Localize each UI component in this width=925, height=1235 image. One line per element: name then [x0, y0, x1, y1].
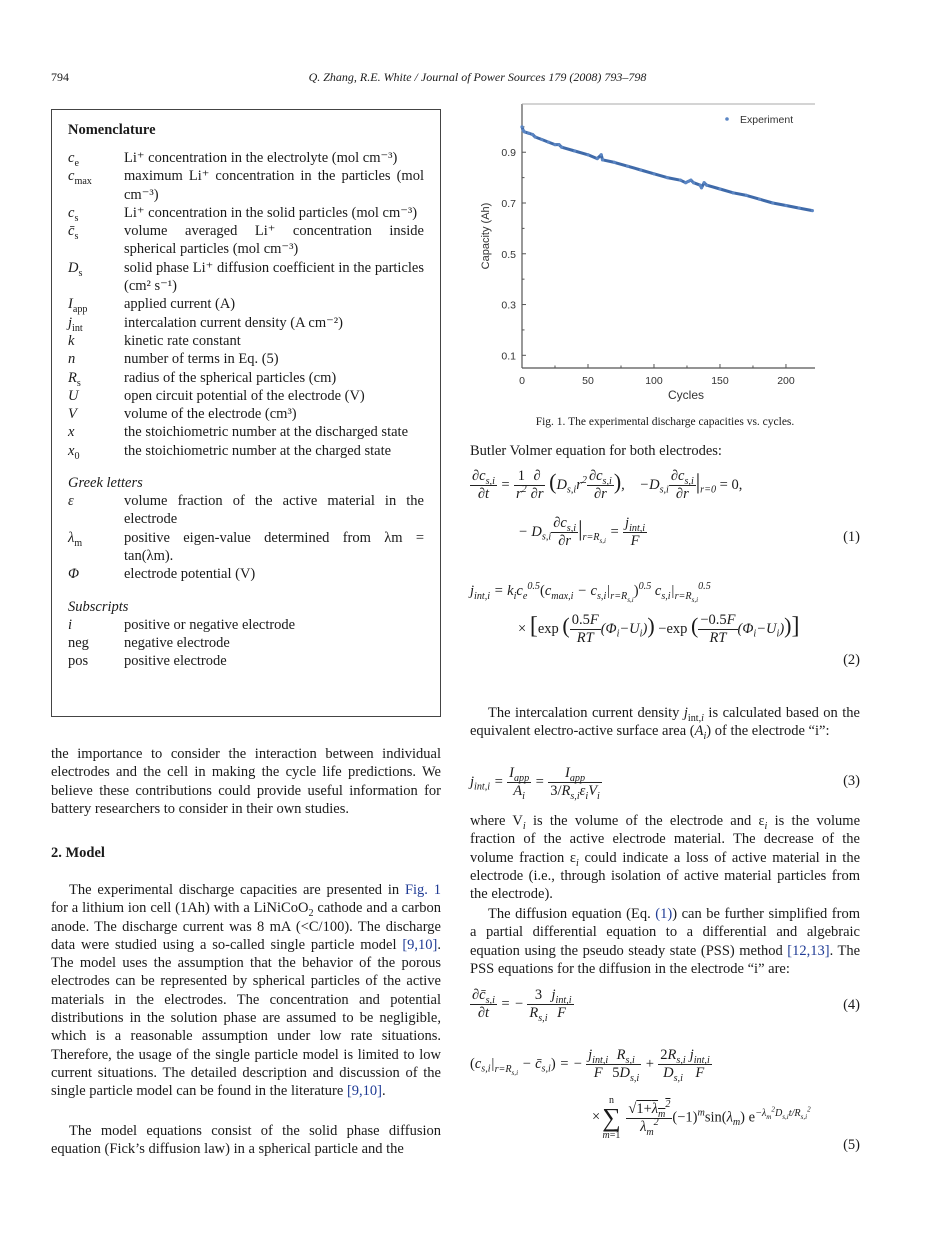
symbol: $c_s$ [68, 204, 79, 224]
data-point [586, 153, 589, 156]
symbol: $\lambda_m$ [68, 529, 83, 549]
definition: electrode potential (V) [124, 566, 256, 583]
data-point [700, 186, 703, 189]
data-point [596, 157, 599, 160]
data-point [758, 198, 761, 201]
nomenclature-entry [68, 222, 424, 259]
text: ) can be further simplified from a partial differential equation to a differential and algebraic equation using the pseudo steady state (PSS) method [470, 906, 860, 959]
where-paragraph: where $V_i$ is the volume of the electrode and $\varepsilon_i$ is the volume fraction of the active electrode material. The decrease of the volume fraction $\varepsilon_i$ could indicate a loss of active material in the electrode (i.e., through isolation of active material particles from the electrode). [470, 813, 860, 903]
nomenclature-entry [68, 616, 424, 634]
equation-1-number: (1) [843, 529, 860, 545]
equation-1a: $\frac{\partial c_{s,i}}{\partial t}$ = $\frac{1}{r^2}$ $\frac{\partial}{\partial r}$ ($D_{s,i}r^2$ $\frac{\partial c_{s,i}}{\partial r}$ ), $-D_{s,i}$ $\frac{\partial c_{s,i}}{\partial r}$ $|_{r=0} = 0$, [472, 468, 743, 502]
nomenclature-box [51, 109, 441, 717]
definition: the stoichiometric number at the discharged state [124, 424, 409, 441]
equation-5b: × n ∑ m=1 $\frac{√1+\lambda_m^2}{\lambda_m^2}$ $(-1)^m\sin(\lambda_m)$ $e^{-\lambda_m^2D_{s,i}t/R_{s,i}^2}$ (5) [592, 1095, 860, 1153]
model-paragraph-2: The model equations consist of the solid phase diffusion equation (Fick’s diffusion law) in a spherical particle and the [51, 1123, 441, 1158]
nomenclature-entry [68, 565, 424, 583]
text: . The model uses the assumption that the behavior of the porous electrodes can be represented by spherical particles of the active materials in the electrodes. The concentration and potential distributions in the solution phase are assumed to be negligible, which is a reasonable assumption under low rate situations. Therefore, the usage of the single particle model is limited to low current situations. The detailed description and discussion of the single particle model can be found in the literature [51, 936, 441, 1100]
definition: positive eigen-value determined from λm = tan(λm). [124, 529, 424, 564]
nomenclature-entry [68, 167, 424, 204]
definition: open circuit potential of the electrode (V) [124, 387, 365, 404]
nomenclature-title: Nomenclature [68, 122, 156, 138]
x-tick-label: 200 [777, 375, 795, 387]
nomenclature-entry [68, 634, 424, 652]
data-point [531, 133, 534, 136]
diffusion-paragraph [470, 905, 860, 978]
section-title-model: 2. Model [51, 845, 105, 861]
definition: Li⁺ concentration in the electrolyte (mol cm⁻³) [124, 150, 398, 166]
data-point [732, 191, 735, 194]
nomenclature-entry [68, 387, 424, 405]
definition: volume fraction of the active material in the electrode [124, 493, 424, 528]
definition: Li⁺ concentration in the solid particles (mol cm⁻³) [124, 204, 418, 221]
data-point [703, 181, 706, 184]
data-point [692, 181, 695, 184]
nomenclature-list [68, 149, 424, 460]
nomenclature-entry [68, 442, 424, 460]
text: cathode and a carbon anode. The discharge current was 8 mA (<C/100). The discharge data were studied using a so-called single particle model [51, 900, 441, 953]
text: The experimental discharge capacities are presented in [69, 882, 405, 898]
y-tick-label: 0.1 [501, 350, 516, 363]
y-tick-label: 0.5 [501, 248, 516, 261]
nomenclature-entry [68, 332, 424, 350]
data-point [666, 176, 669, 179]
data-point [534, 135, 537, 138]
definition: kinetic rate constant [124, 332, 241, 349]
data-point [547, 140, 550, 143]
symbol: $I_{app}$ [68, 296, 88, 316]
text: could indicate a loss of active material in the electrode (i.e., through isolation of active material particles from the electrode). [470, 849, 860, 903]
data-point [771, 201, 774, 204]
text: ) of the electrode “i”: [706, 723, 830, 740]
symbol: x [68, 424, 75, 441]
data-point [523, 130, 526, 133]
nomenclature-entry [68, 350, 424, 368]
definition: radius of the spherical particles (cm) [124, 369, 337, 386]
data-point [639, 168, 642, 171]
butler-volmer-intro: Butler Volmer equation for both electrodes: [470, 443, 722, 459]
greek-letters-title: Greek letters [68, 475, 143, 492]
data-point [527, 132, 530, 135]
x-axis-label: Cycles [667, 388, 705, 402]
data-point [601, 158, 604, 161]
nomenclature-entry [68, 204, 424, 222]
equation-3-number: (3) [843, 773, 860, 789]
data-point [679, 179, 682, 182]
symbol: $c_e$ [68, 150, 79, 169]
text: where V [470, 813, 523, 829]
definition: applied current (A) [124, 296, 236, 313]
definition: solid phase Li⁺ diffusion coefficient in the particles (cm² s⁻¹) [124, 259, 424, 295]
nomenclature-entry [68, 259, 424, 296]
intro-paragraph-tail: the importance to consider the interaction between individual electrodes and the cell in making the cycle life predictions. We believe these contributions could provide useful information for battery researchers to consider in their own studies. [51, 746, 441, 817]
data-point [520, 125, 523, 128]
symbol: neg [68, 634, 89, 651]
ref-9-10-link-2[interactable]: [9,10] [346, 1083, 382, 1100]
data-point [811, 209, 814, 212]
data-point [705, 184, 708, 187]
symbol: k [68, 332, 75, 349]
x-tick-label: 0 [519, 375, 525, 387]
symbol: pos [68, 653, 89, 670]
definition: intercalation current density (A cm⁻²) [124, 314, 343, 331]
text: The diffusion equation (Eq. [488, 906, 656, 922]
equation-4: $\frac{\partial c̄_{s,i}}{\partial t}$ = − $\frac{3}{R_{s,i}}$ $\frac{j_{int,i}}{F}$ (4) [472, 987, 860, 1024]
subscript: 2 [308, 908, 314, 920]
symbol: $D_s$ [68, 259, 83, 279]
y-axis-label: Capacity (Ah) [480, 202, 492, 270]
symbol: $R_s$ [68, 369, 81, 389]
definition: volume of the electrode (cm³) [124, 406, 297, 423]
definition: maximum Li⁺ concentration in the particles (mol cm⁻³) [124, 168, 424, 203]
running-title: Q. Zhang, R.E. White / Journal of Power Sources 179 (2008) 793–798 [308, 70, 647, 84]
page-number: 794 [51, 70, 69, 84]
legend-label: Experiment [740, 114, 794, 126]
symbol: U [68, 387, 79, 404]
equation-4-number: (4) [843, 997, 860, 1013]
ref-9-10-link[interactable]: [9,10] [402, 936, 438, 953]
text: is calculated based on the equivalent electro-active surface area ( [470, 705, 860, 740]
ref-12-13-link[interactable]: [12,13] [787, 942, 830, 959]
subscripts-title: Subscripts [68, 598, 129, 615]
model-paragraph-1 [51, 881, 441, 1101]
intercalation-paragraph: The intercalation current density $j_{int,i}$ is calculated based on the equivalent electro-active surface area $(A_i)$ of the electrode “i”: [470, 705, 860, 743]
data-point [557, 143, 560, 146]
data-point [784, 204, 787, 207]
data-point [553, 143, 556, 146]
data-point [560, 146, 563, 149]
nomenclature-entry [68, 295, 424, 316]
text: is the volume fraction of the active electrode material. The decrease of the volume fraction ε [470, 813, 860, 866]
nomenclature-entry [68, 652, 424, 670]
definition: positive electrode [124, 653, 227, 670]
data-point [652, 172, 655, 175]
data-point [689, 179, 692, 182]
symbol: $j_{int}$ [68, 314, 83, 334]
y-tick-label: 0.3 [501, 299, 516, 312]
figure-caption: Fig. 1. The experimental discharge capacities vs. cycles. [535, 416, 795, 428]
symbol: n [68, 351, 76, 368]
nomenclature-entry [68, 529, 424, 566]
definition: positive or negative electrode [124, 616, 296, 633]
legend-marker [725, 117, 729, 121]
symbol: i [68, 616, 73, 633]
nomenclature-entry [68, 369, 424, 387]
nomenclature-entry [68, 405, 424, 423]
data-point [626, 165, 629, 168]
eq1-link[interactable]: (1) [655, 906, 673, 922]
nomenclature-entry [68, 423, 424, 441]
definition: negative electrode [124, 634, 230, 651]
data-point [798, 206, 801, 209]
y-tick-label: 0.7 [501, 198, 516, 210]
nomenclature-entry [68, 314, 424, 332]
text: . The PSS equations for the diffusion in the electrode “i” are: [470, 942, 861, 977]
symbol: Φ [68, 566, 80, 583]
fig1-link[interactable]: Fig. 1 [404, 882, 442, 898]
nomenclature-entry [68, 149, 424, 167]
nomenclature-entry [68, 492, 424, 529]
text: The intercalation current density [488, 705, 684, 721]
symbol: ε [68, 493, 74, 510]
x-tick-label: 50 [582, 375, 594, 387]
greek-letters-list [68, 492, 424, 583]
symbol: V [68, 406, 77, 423]
text: . [381, 1083, 386, 1100]
text: is the volume of the electrode and ε [525, 813, 765, 829]
data-point [600, 153, 603, 156]
definition: the stoichiometric number at the charged state [124, 442, 392, 459]
subscripts-list [68, 616, 424, 671]
text: for a lithium ion cell (1Ah) with a LiNiCoO [51, 900, 309, 917]
y-tick-label: 0.9 [501, 147, 516, 160]
equation-5-number: (5) [843, 1137, 860, 1153]
definition: number of terms in Eq. (5) [124, 351, 279, 368]
data-point [745, 194, 748, 197]
equation-2b: × [exp ( $\frac{0.5F}{RT}$ $(\Phi_i-U_i)) -\exp$ ( $\frac{-0.5F}{RT}$ $(\Phi_i-U_i)$)] (2) [518, 612, 860, 668]
data-point [613, 161, 616, 164]
x-tick-label: 100 [645, 375, 663, 387]
data-point [573, 149, 576, 152]
fig1-chart [470, 98, 830, 410]
symbol: $c_{max}$ [68, 168, 92, 188]
definition: volume averaged Li⁺ concentration inside spherical particles (mol cm⁻³) [124, 223, 424, 258]
symbol: $x_0$ [68, 442, 80, 462]
equation-5a: ($c_{s,i}|_{r=R_{s,i}}$ − $c̄_{s,i}$) = − $\frac{j_{int,i}}{F}$ $\frac{R_{s,i}}{5D_{s,i}}$ + $\frac{2R_{s,i}}{D_{s,i}}$ $\frac{j_{int,i}}{F}$ [470, 1047, 710, 1084]
data-point [540, 138, 543, 141]
symbol: $c̄_s$ [68, 223, 79, 243]
equation-3: $j_{int,i}$ = $\frac{I_{app}}{A_i}$ = $\frac{I_{app}}{3/R_{s,i}\varepsilon_iV_i}$ (3) [470, 765, 860, 802]
equation-2-number: (2) [843, 652, 860, 668]
experiment-series [522, 127, 812, 211]
equation-2a: $j_{int,i} = k_ic_e^{0.5}(c_{max,i} - c_{s,i}|_{r=R_{s,i}})^{0.5}$ $c_{s,i}|_{r=R_{s,i}}^{0.5}$ [470, 581, 711, 604]
data-point [718, 187, 721, 190]
x-tick-label: 150 [711, 375, 729, 387]
equation-1b: − $D_{s,i}$ $\frac{\partial c_{s,i}}{\partial r}$ $|_{r=R_{s,i}}$ = $\frac{j_{int,i}}{F}$ (1) [518, 515, 860, 549]
